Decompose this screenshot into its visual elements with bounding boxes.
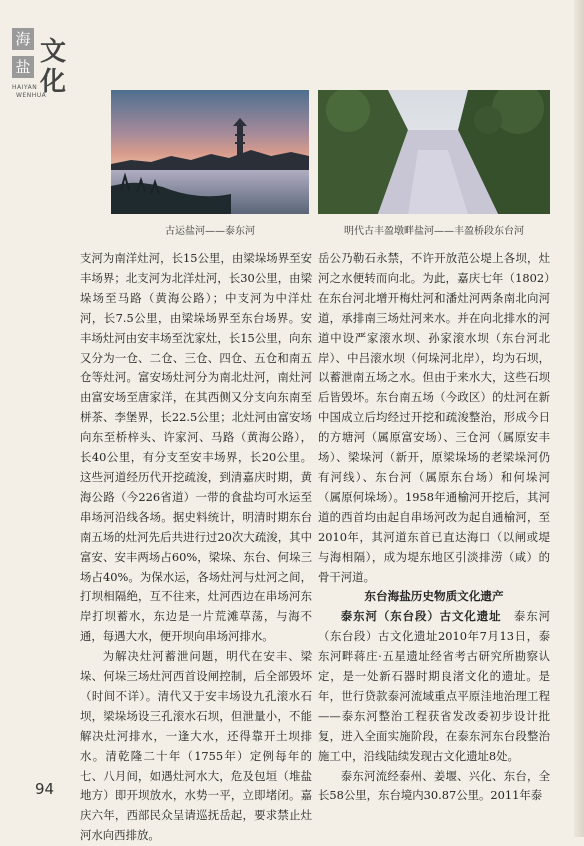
photo-caption: 古运盐河——泰东河 [165, 226, 255, 237]
page-edge [574, 0, 584, 837]
logo-english: WENHUA [16, 92, 47, 99]
paragraph: 岳公乃勒石永禁，不许开放范公堤上各坝，灶河之水便转而向北。为此，嘉庆七年（1802）在东台河北增开梅灶河和潘灶河两条南北向河道，承排南三场灶河来水。并在向北排水的河道中设严家滚水坝、孙家滚水坝（东台河北岸）、中吕滚水坝（何垛河北岸），均为石坝，以蓄泄南五场之水。但由于来水大，这些石坝后皆毁坏。东台南五场（今政区）的灶河在新中国成立后均经过开挖和疏浚整治，形成今日的方塘河（属原富安场）、三仓河（属原安丰场）、梁垛河（新开，原梁垛场的老梁垛河仍有河线）、东台河（属原东台场）和何垛河（属原何垛场）。1958年通榆河开挖后，其河道的西首均由起自串场河改为起自通榆河，至2010年，其河道东首已直达海口（以闸或堤与海相隔），成为堤东地区引淡排涝（咸）的骨干河道。 [318, 251, 550, 584]
paragraph: 支河为南洋灶河，长15公里，由梁垛场界至安丰场界；北支河为北洋灶河，长30公里，由梁垛场至马路（黄海公路）；中支河为中洋灶河，长7.5公里，由梁垛场界至东台场界。安丰场灶河由安丰场至沈家灶，长15公里，向东又分为一仓、二仓、三仓、四仓、五仓和南五仓等灶河。富安场灶河分为南北灶河，南灶河由富安场至唐家洋，在其西侧又分支向东南至栟茶、李堡界，长22.5公里；北灶河由富安场向东至桥梓头、许家河、马路（黄海公路），长40公里，有分支至安丰场界，长20公里。这些河道经历代开挖疏浚，到清嘉庆时期，黄海公路（今226省道）一带的食盐均可水运至串场河沿线各场。据史料统计，明清时期东台南五场的灶河先后共进行过20次大疏浚，其中富安、安丰两场占60%，梁垛、东台、何垛三场占40%。为保水运，各场灶河与灶河之间，打坝相隔绝，互不往来，灶河西边在串场河东岸打坝蓄水，东边是一片荒滩草荡，与海不通，每遇大水，便开坝向串场河排水。 [80, 251, 312, 644]
photo-sunset-river [111, 90, 309, 214]
paragraph [318, 607, 550, 766]
paragraph: 为解决灶河蓄泄问题，明代在安丰、梁垛、何垛三场灶河西首设闸控制，后全部毁坏（时间不详）。清代又于安丰场设九孔滚水石坝，梁垛场设三孔滚水石坝，但泄量小，不能解决灶河排水，一逢大水，还得靠开土坝排水。清乾隆二十年（1755年）定例每年的七、八月间，如遇灶河水大，危及包垣（堆盐地方）即开坝放水，水势一平，立即堵闭。嘉庆六年，西部民众呈请巡抚岳起，要求禁止灶河水向西排放。 [80, 649, 312, 843]
paragraph: 泰东河流经泰州、姜堰、兴化、东台，全长58公里，东台境内30.87公里。2011年泰 [318, 768, 550, 803]
page-number: 94 [35, 780, 55, 798]
logo-char-box: 海 [12, 28, 34, 50]
logo-big-char: 化 [40, 67, 67, 97]
left-column [80, 249, 312, 846]
section-title: 东台海盐历史物质文化遗产 [364, 589, 504, 604]
site-name: 泰东河（东台段）古文化遗址 [340, 609, 502, 624]
logo [12, 28, 82, 108]
right-column [318, 249, 550, 806]
photo-caption: 明代古丰盈墩畔盐河——丰盈桥段东台河 [344, 226, 524, 237]
sunset-river-image [111, 90, 309, 214]
photo-green-river [318, 90, 550, 214]
logo-char-box: 盐 [12, 56, 34, 78]
logo-english: HAIYAN [12, 84, 38, 91]
green-river-image [318, 90, 550, 214]
paragraph-text: 泰东河（东台段）古文化遗址2010年7月13日，泰东河畔蒋庄·五星遗址经省考古研究所勘察认定，是一处新石器时期良渚文化的遗址。是年，世行贷款泰河流域重点平原洼地治理工程——泰东河整治工程获省发改委初步设计批复，进入全面实施阶段，在泰东河东台段整治施工中，沿线陆续发现古文化遗址8处。 [318, 609, 550, 763]
logo-big-char: 文 [40, 37, 67, 67]
